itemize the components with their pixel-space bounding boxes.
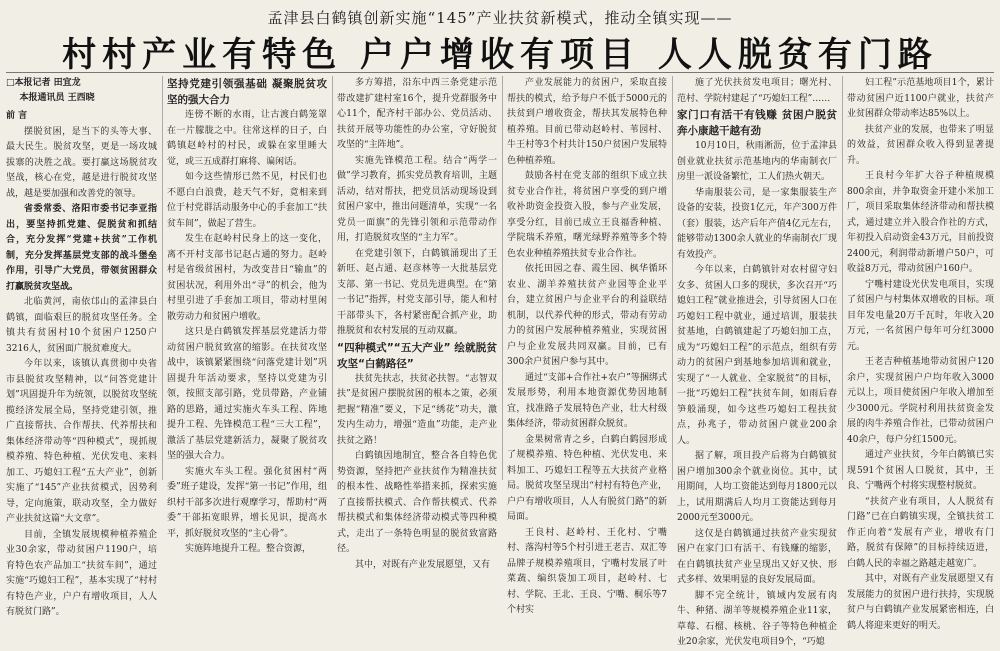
byline [6,76,157,106]
paragraph: 目前，全镇发展规模种植养殖企业30余家，带动贫困户1190户，培育特色农产品加工“扶贫车间”，通过实施“巧媳妇工程”，基本实现了“村村有特色产业，户户有增收项目，人人有脱贫门路”。 [6,529,157,617]
paragraph: 发生在赵岭村民身上的这一变化，离不开村支部书记赵占通的努力。赵岭村是省级贫困村，为改变昔日“输血”的贫困状况，利用外出“寻”的机会，他为村里引进了手套加工项目，带动村里闲散劳动力和贫困户增收。 [167,234,327,322]
paragraph: 多方筹措，沿东中西三条党建示范带改建扩建村室16个，提升党群服务中心11个，配齐村干部办公、党员活动、扶贫开展等功能性的办公室，守好脱贫攻坚的“主阵地”。 [337,78,497,150]
headline: 村村产业有特色 户户增收有项目 人人脱贫有门路 [62,35,938,75]
paragraph: 宁嘴村建设光伏发电项目，实现了贫困户与村集体双增收的目标。项目年发电量20万千瓦时，年收入20万元，一名贫困户每年可分红3000元。 [847,279,994,352]
headline-rule [6,72,994,73]
column-3 [337,76,497,570]
paragraph: 实施阵地提升工程。整合资源， [185,544,312,554]
subheading: “四种模式”“五大产业” 绘就脱贫攻坚“白鹤路径” [337,341,497,370]
paragraph: 鼓励各村在党支部的组织下成立扶贫专业合作社，将贫困户享受的到户增收补助资金投资入股，参与产业发展，享受分红，目前已成立王良福香种植、学院瑞禾养殖，曙光绿野养殖等多个特色农业种植养殖扶贫专业合作社。 [507,171,667,259]
paragraph: 施了光伏扶贫发电项目；曙光村、范村、学院村建起了“巧媳妇工程”…… [677,78,837,104]
correspondent-line: 本报通讯员 王西晓 [19,93,95,103]
paragraph: 如今这些情形已然不见，村民们也不愿白白浪费，趁天气不好，竟相来到位于村党群活动服务中心的手套加工“扶贫车间”，做起了营生。 [167,172,327,229]
paragraph: 北临黄河，南依邙山的孟津县白鹤镇，面临艰巨的脱贫攻坚任务。全镇共有贫困村10个贫困户1250户3216人，贫困面广脱贫难度大。 [6,297,157,354]
paragraph: “扶贫产业有项目，人人脱贫有门路”已在白鹤镇实现，全镇扶贫工作正向着“发展有产业，增收有门路，脱贫有保障”的目标持续迈进，白鹤人民的幸福之路越走越宽广。 [847,496,994,569]
paragraph: 王良村、赵岭村、王化村、宁嘴村、落沟村等5个村引进王老吉、双汇等品牌子规模养殖项目，宁嘴村发展了叶菜蔬、编织袋加工项目，赵岭村、七村、学院、王北、王良、宁嘴、桐乐等7个村实 [507,527,667,615]
paragraph: 王老吉种植基地带动贫困户120余户，实现贫困户户均年收入3000元以上，项目使贫困户年收入增加至少3000元。学院村利用扶贫资金发展的肉牛养殖合作社，已带动贫困户40余户，每户分红1500元。 [847,357,994,445]
paragraph: 在党建引领下，白鹤镇涌现出了王新旺、赵占通、赵彦林等一大批基层党支部、第一书记、党员先进典型。在“第一书记”指挥，村党支部引导，能人和村干部带头下，各村紧密配合抓产业，助推脱贫和农村发展的互动双赢。 [337,248,497,336]
column-2 [167,76,327,554]
paragraph: 今年以来，该镇认真贯彻中央省市县脱贫攻坚精神，以“问答党建计划”巩固提升年为统领，以脱贫攻坚统揽经济发展全局，坚持党建引领，推广直接帮扶、合作帮扶、代养帮扶和集体经济带动等“四种模式”，现抓规模养殖、特色种植、光伏发电、来料加工、巧媳妇工程“五大产业”，创新实施了“145”产业扶贫模式，因势利导，定向施策，联动攻坚，全力做好产业扶贫这篇“大文章”。 [6,359,157,524]
paragraph: 华南服装公司，是一家集服装生产设备的安装，投资1亿元，年产300万件（套）服装，达产后年产值4亿元左右，能够带动1300余人就业的华南制衣厂现有效投产。 [677,187,837,260]
column-divider [672,76,673,480]
column-divider [842,76,843,480]
column-6 [847,76,994,631]
paragraph: 金果树常青之乡，白鹤白鹤园形成了规模养殖、特色种植、光伏发电、来料加工、巧媳妇工程等五大扶贫产业格局。脱贫攻坚呈现出“村村有特色产业，户户有增收项目，人人有脱贫门路”的新局面。 [507,434,667,522]
paragraph: 实施先锋模范工程。结合“两学一做”学习教育，抓实党员教育培训，主题活动，结对帮扶，把党员活动现场设到贫困户家中，推出问题清单，实现“一名党员一面旗”的先锋引领和示范带动作用，打造脱贫攻坚的“主力军”。 [337,155,497,243]
column-5 [677,76,837,647]
paragraph: 扶贫产业的发展，也带来了明显的效益，贫困群众收入得到显著提升。 [847,124,994,166]
kicker: 孟津县白鹤镇创新实施“145”产业扶贫新模式，推动全镇实现—— [267,9,733,27]
paragraph: 依托田园之春、霞生园、枫华循环农业、湖羊养殖扶贫产业园等企业平台，建立贫困户与企业平台的利益联结机制，以代养代种的形式，带动有劳动力的贫困户发展种植养殖业，实现贫困户与企业发展共同双赢。目前，已有300余户贫困户参与其中。 [507,264,667,367]
paragraph: 白鹤镇因地制宜，整合各自特色优势资源，坚持把产业扶贫作为精准扶贫的根本性、战略性举措来抓，探索实施了直接帮扶模式、合作帮扶模式、代养帮扶模式和集体经济带动模式等四种模式，走出了一条特色明显的脱贫致富路径。 [337,451,497,554]
paragraph: 这只是白鹤镇发挥基层党建活力带动贫困户脱贫致富的缩影。在扶贫攻坚战中，该镇紧紧围绕“问落党建计划”巩固提升年活动要求，坚持以党建为引领，按照支部引路，党员带路，产业铺路的思路，通过实施火车头工程、阵地提升工程、先锋模范工程“三大工程”，激活了基层党建新活力，凝聚了脱贫攻坚的强大合力。 [167,327,327,461]
paragraph: 妇工程”示范基地项目1个，累计带动贫困户近1100户就业，扶贫产业贫困群众带动率达85%以上。 [847,78,994,119]
paragraph: 产业发展能力的贫困户，采取直接帮扶的模式，给予每户不低于5000元的扶贫到户增收资金，帮扶其发展特色种植养殖。目前已带动赵岭村、苇园村、牛王村等3个村共计150户贫困户发展特色种植养殖。 [507,78,667,166]
subheading: 家门口有活干有钱赚 贫困户脱贫奔小康越干越有劲 [677,109,837,137]
paragraph: 这仅是白鹤镇通过扶贫产业实现贫困户在家门口有活干、有钱赚的缩影，在白鹤镇扶贫产业呈现出又好又快、形式多样、效果明显的良好发展局面。 [677,528,837,585]
section-title-preface: 前 言 [6,111,28,121]
reporter-line: □本报记者 田宜龙 [6,78,81,88]
paragraph: 脚不完全统计，镇域内发展有肉牛、种猪、湖羊等规模养殖企业11家，草莓、石榴、核桃、谷子等特色种植企业20余家，光伏发电项目9个，“巧媳 [677,590,837,647]
column-divider [502,76,503,480]
paragraph: 其中，对既有产业发展愿望又有发展能力的贫困户进行扶持，实现脱贫户与白鹤镇产业发展紧密相连，白鹤人将迎来更好的明天。 [847,574,994,631]
column-1 [6,76,157,617]
paragraph: 摆脱贫困，是当下的头等大事、最大民生。脱贫攻坚，更是一场攻城拔寨的决胜之战。要打赢这场脱贫攻坚战，核心在党，越是进行脱贫攻坚战，越是要加强和改善党的领导。 [6,126,157,199]
paragraph: 连傍不断的水雨，让古渡白鹤笼罩在一片朦胧之中。往常这样的日子，白鹤镇赵岭村的村民，或躲在家里睡大觉，或三五成群打麻将、谝闲话。 [167,110,327,167]
paragraph: 据了解，项目投产后将为白鹤镇贫困户增加300余个就业岗位。其中，试用期间，人均工资能达到每月1800元以上，试用期满后人均月工资能达到每月2000元至3000元。 [677,451,837,523]
paragraph: 实施火车头工程。强化贫困村“两委”班子建设，发挥“第一书记”作用，组织村干部多次进行观摩学习，帮助村“两委”干部拓宽眼界，增长见识，提高水平，抓好脱贫攻坚的“主心骨”。 [167,466,327,539]
paragraph: 其中，对既有产业发展愿望，又有 [355,559,491,570]
paragraph: 10月10日，秋雨淅沥，位于孟津县创业就业扶贫示范基地内的华南制衣厂房里一派设备繁忙，工人们热火朝天。 [677,141,837,182]
column-divider [162,76,163,480]
paragraph: 省委常委、洛阳市委书记李亚指出，要坚持抓党建、促脱贫和抓结合，充分发挥“党建+扶贫”工作机制，充分发挥基层党支部的战斗堡垒作用，引导广大党员，带领贫困群众打赢脱贫攻坚战。 [6,204,157,292]
column-divider [332,76,333,480]
paragraph: 今年以来，白鹤镇针对农村留守妇女多、贫困人口多的现状，多次召开“巧媳妇工程”就业推进会，引导贫困人口在巧媳妇工程中就业，通过培训，服装扶贫基地，白鹤镇建起了巧媳妇加工点，成为“巧媳妇工程”的示范点，组织有劳动力的贫困户到基地参加培训和就业，实现了“一人就业、全家脱贫”的目标，一批“巧媳妇工程”扶贫车间，如雨后春笋般涌现，如今这些巧媳妇工程扶贫点，孙兆子，带动贫困户就业200余人。 [677,265,837,446]
paragraph: 王良村今年扩大谷子种植规模800余亩，并争取资金开建小米加工厂，项目采取集体经济带动和帮扶模式，通过建立并入股合作社的方式，年初投入启动资金43万元，目前投资2400元，利润带动新增户50户，可收益8万元，带动贫困户160户。 [847,171,994,274]
paragraph: 扶贫先扶志，扶贫必扶智。“志智双扶”是贫困户摆脱贫困的根本之策，必须把握“精准”要义，下足“绣花”功夫，激发内生动力，增强“造血”功能，走产业扶贫之路！ [337,373,497,446]
paragraph: 通过“支部+合作社+农户”等捆绑式发展形势，利用本地资源优势因地制宜，找准路子发展特色产业，壮大村级集体经济，带动贫困群众脱贫。 [507,372,667,429]
column-4 [507,76,667,615]
paragraph: 通过产业扶贫，今年白鹤镇已实现591个贫困人口脱贫，其中，王良、宁嘴两个村将实现整村脱贫。 [847,450,994,491]
subheading: 坚持党建引领强基础 凝聚脱贫攻坚的强大合力 [167,78,327,106]
